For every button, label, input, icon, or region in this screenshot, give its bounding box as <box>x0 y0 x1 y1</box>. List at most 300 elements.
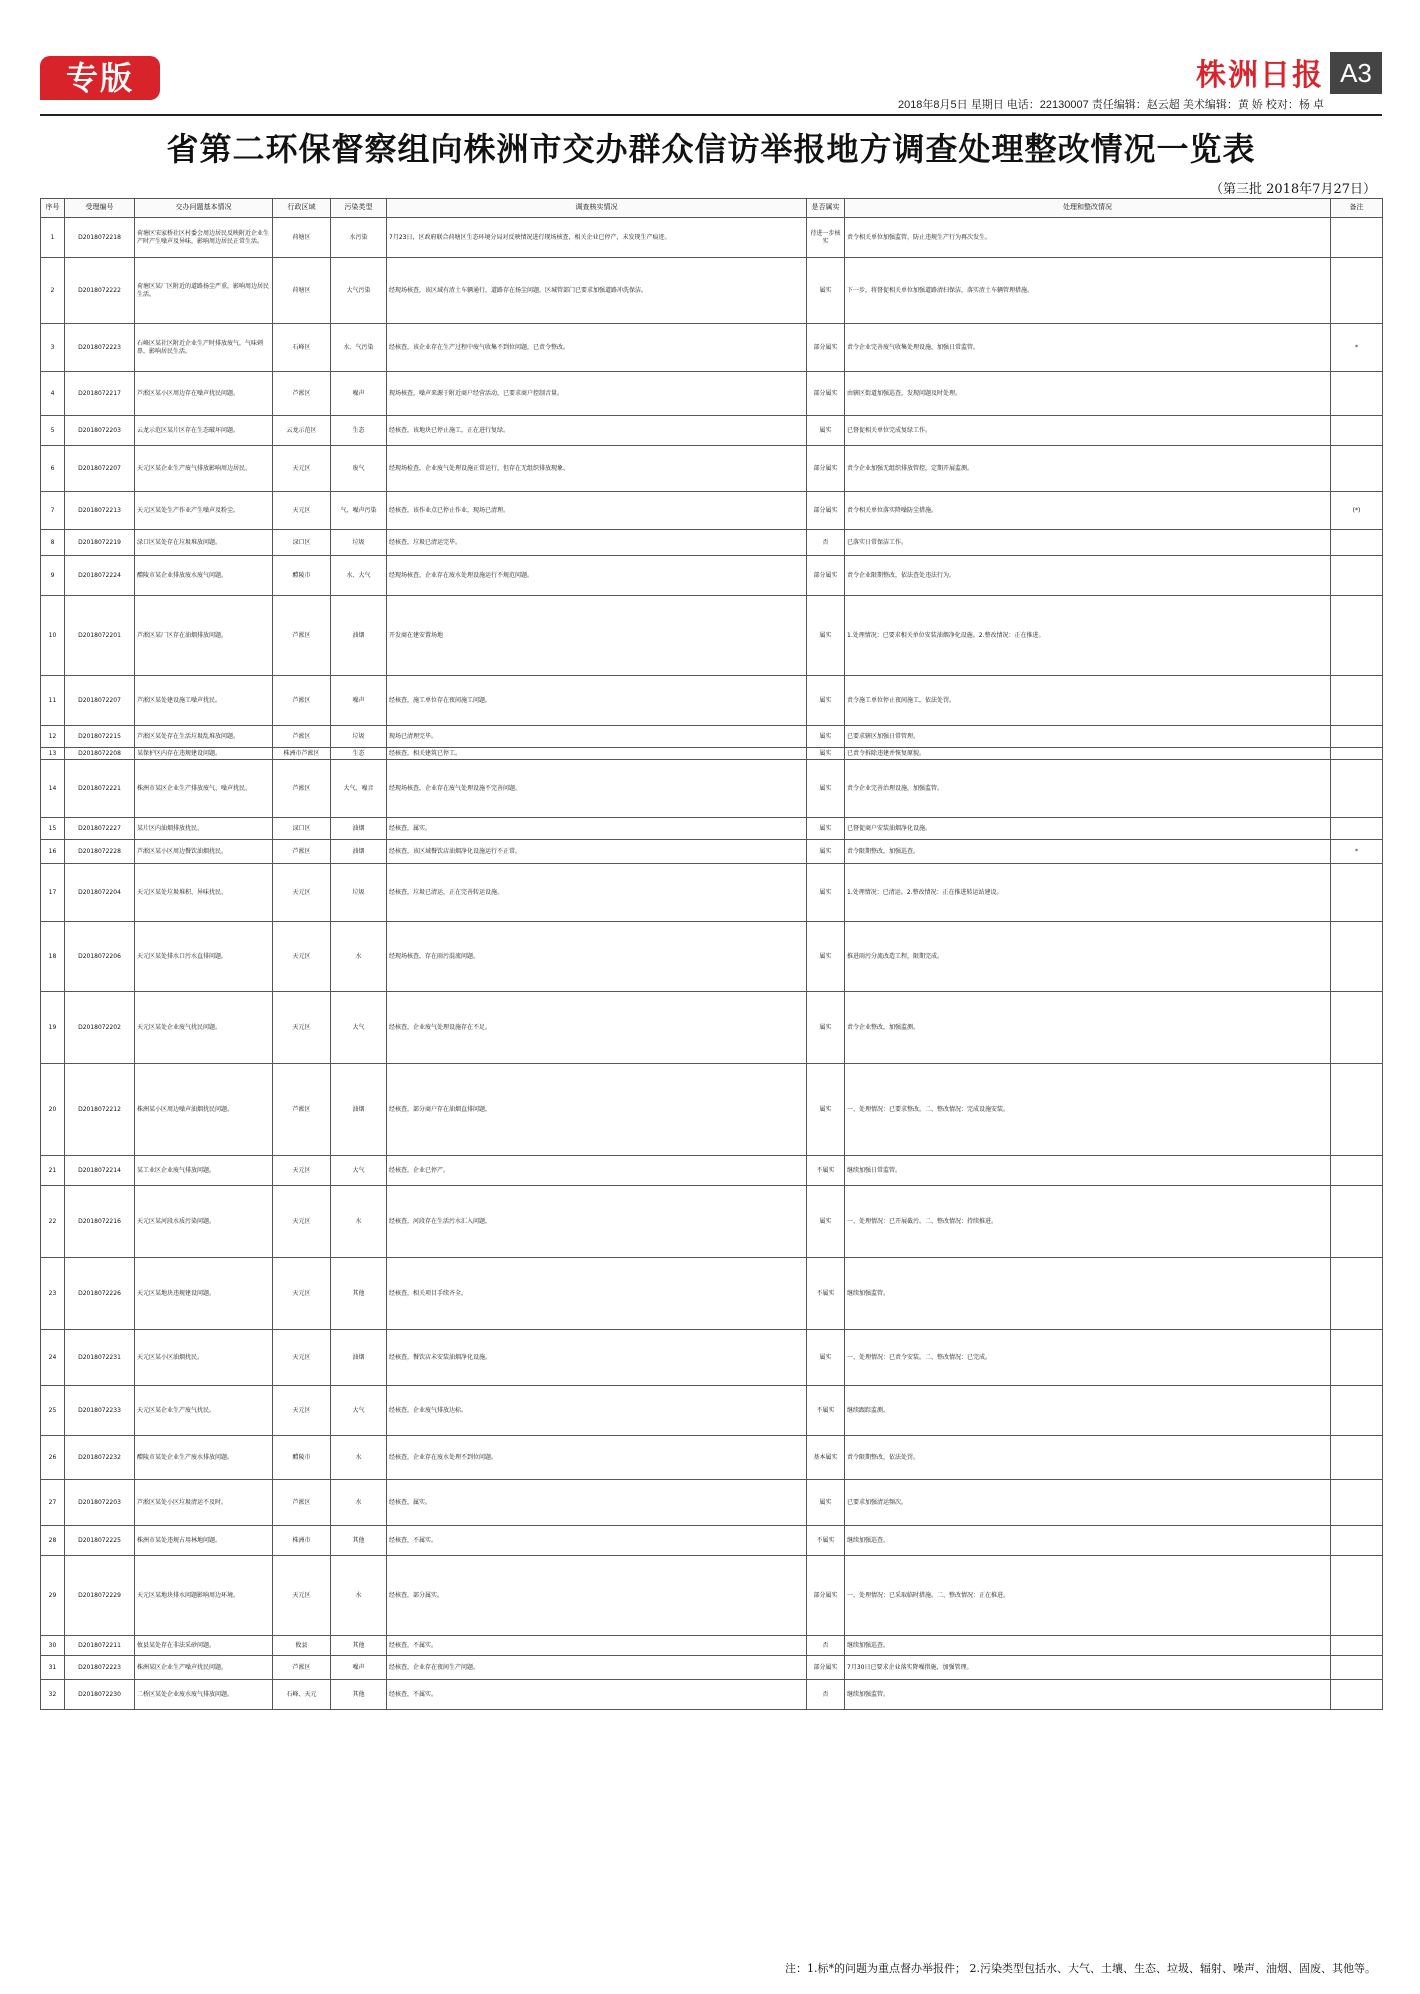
table-cell-no: 8 <box>41 530 65 556</box>
table-cell-issue: 渌口区某处存在垃圾堆放问题。 <box>135 530 273 556</box>
table-row <box>41 1526 1383 1556</box>
table-cell-issue: 醴陵市某企业排放废水废气问题。 <box>135 556 273 596</box>
table-cell-check: 经核查，部分属实。 <box>387 1556 807 1636</box>
table-row <box>41 258 1383 324</box>
table-cell-verdict: 不属实 <box>807 1258 845 1330</box>
table-cell-check: 经核查，不属实。 <box>387 1680 807 1710</box>
table-cell-id: D2018072232 <box>65 1436 135 1480</box>
table-cell-issue: 天元区某处企业废气扰民问题。 <box>135 992 273 1064</box>
table-cell-handle: 已要求加强清运频次。 <box>845 1480 1331 1526</box>
table-cell-no: 32 <box>41 1680 65 1710</box>
table-row <box>41 556 1383 596</box>
table-cell-remark <box>1331 1556 1383 1636</box>
table-cell-area: 株洲市 <box>273 1526 331 1556</box>
table-cell-no: 16 <box>41 840 65 864</box>
table-cell-id: D2018072201 <box>65 596 135 676</box>
table-row <box>41 1330 1383 1386</box>
table-cell-handle: 责令企业限期整改，依法查处违法行为。 <box>845 556 1331 596</box>
table-cell-remark <box>1331 1526 1383 1556</box>
table-cell-no: 25 <box>41 1386 65 1436</box>
table-cell-id: D2018072233 <box>65 1386 135 1436</box>
table-cell-issue: 二桥区某处企业废水废气排放问题。 <box>135 1680 273 1710</box>
table-cell-remark <box>1331 218 1383 258</box>
complaint-table <box>40 198 1383 1710</box>
table-cell-type: 油烟 <box>331 818 387 840</box>
table-cell-area: 芦淞区 <box>273 840 331 864</box>
table-row <box>41 1258 1383 1330</box>
table-cell-issue: 荷塘区宋家桥社区村委会周边居民反映附近企业生产时产生噪声及异味，影响周边居民正常生活。 <box>135 218 273 258</box>
table-cell-handle: 责令相关单位加强监管，防止违规生产行为再次发生。 <box>845 218 1331 258</box>
table-cell-type: 垃圾 <box>331 530 387 556</box>
table-cell-area: 渌口区 <box>273 530 331 556</box>
table-cell-type: 油烟 <box>331 596 387 676</box>
table-cell-handle: 一、处理情况：已责令安装。二、整改情况：已完成。 <box>845 1330 1331 1386</box>
table-cell-verdict: 属实 <box>807 840 845 864</box>
table-cell-check: 经核查，企业废气排放达标。 <box>387 1386 807 1436</box>
table-cell-verdict: 属实 <box>807 818 845 840</box>
table-row <box>41 372 1383 416</box>
col-header: 调查核实情况 <box>387 199 807 218</box>
table-row <box>41 1480 1383 1526</box>
table-cell-id: D2018072223 <box>65 324 135 372</box>
table-cell-no: 30 <box>41 1636 65 1656</box>
table-cell-verdict: 部分属实 <box>807 492 845 530</box>
table-cell-verdict: 属实 <box>807 864 845 922</box>
table-cell-verdict: 属实 <box>807 1330 845 1386</box>
table-cell-issue: 天元区某企业生产废气排放影响周边居民。 <box>135 446 273 492</box>
table-cell-remark: * <box>1331 324 1383 372</box>
table-cell-verdict: 属实 <box>807 676 845 726</box>
table-row <box>41 1186 1383 1258</box>
dateline: 2018年8月5日 星期日 电话：22130007 责任编辑：赵云超 美术编辑：黄 娇 校对：杨 卓 <box>897 99 1324 111</box>
table-cell-id: D2018072216 <box>65 1186 135 1258</box>
table-cell-remark <box>1331 1064 1383 1156</box>
table-cell-id: D2018072203 <box>65 1480 135 1526</box>
section-badge: 专版 <box>40 56 160 100</box>
table-cell-remark <box>1331 676 1383 726</box>
table-cell-check: 经核查，该作业点已停止作业，现场已清理。 <box>387 492 807 530</box>
table-row <box>41 726 1383 748</box>
table-cell-verdict: 属实 <box>807 1186 845 1258</box>
table-cell-verdict: 不属实 <box>807 1386 845 1436</box>
table-cell-issue: 某片区内油烟排放扰民。 <box>135 818 273 840</box>
table-cell-check: 经现场核查，该区域有渣土车辆通行，道路存在扬尘问题，区城管部门已要求加强道路冲洗保洁。 <box>387 258 807 324</box>
table-cell-verdict: 属实 <box>807 258 845 324</box>
table-cell-no: 20 <box>41 1064 65 1156</box>
table-cell-remark <box>1331 818 1383 840</box>
table-cell-area: 芦淞区 <box>273 372 331 416</box>
table-cell-check: 经核查，该企业存在生产过程中废气收集不到位问题，已责令整改。 <box>387 324 807 372</box>
table-cell-type: 水污染 <box>331 218 387 258</box>
table-cell-issue: 攸县某处存在非法采砂问题。 <box>135 1636 273 1656</box>
table-cell-handle: 继续加强监管。 <box>845 1680 1331 1710</box>
table-cell-remark <box>1331 530 1383 556</box>
table-cell-issue: 芦淞区某处小区垃圾清运不及时。 <box>135 1480 273 1526</box>
table-cell-area: 天元区 <box>273 1156 331 1186</box>
table-cell-type: 水 <box>331 1436 387 1480</box>
table-cell-no: 12 <box>41 726 65 748</box>
table-cell-no: 22 <box>41 1186 65 1258</box>
table-cell-verdict: 部分属实 <box>807 446 845 492</box>
table-cell-issue: 某保护区内存在违规建设问题。 <box>135 748 273 760</box>
table-cell-issue: 芦淞区某处存在生活垃圾乱堆放问题。 <box>135 726 273 748</box>
table-cell-area: 芦淞区 <box>273 1656 331 1680</box>
table-cell-id: D2018072221 <box>65 760 135 818</box>
masthead <box>40 50 1382 111</box>
table-cell-id: D2018072228 <box>65 840 135 864</box>
table-cell-type: 垃圾 <box>331 726 387 748</box>
table-cell-verdict: 部分属实 <box>807 1556 845 1636</box>
table-cell-type: 噪声 <box>331 372 387 416</box>
table-cell-id: D2018072215 <box>65 726 135 748</box>
table-cell-check: 经核查，垃圾已清运，正在完善转运设施。 <box>387 864 807 922</box>
table-cell-verdict: 属实 <box>807 726 845 748</box>
table-cell-no: 17 <box>41 864 65 922</box>
table-cell-no: 6 <box>41 446 65 492</box>
table-row <box>41 446 1383 492</box>
table-cell-issue: 天元区某地块违规建设问题。 <box>135 1258 273 1330</box>
table-cell-id: D2018072229 <box>65 1556 135 1636</box>
table-cell-issue: 株洲某小区周边噪声油烟扰民问题。 <box>135 1064 273 1156</box>
table-cell-verdict: 属实 <box>807 596 845 676</box>
table-cell-handle: 推进雨污分流改造工程，限期完成。 <box>845 922 1331 992</box>
table-cell-remark: * <box>1331 840 1383 864</box>
table-cell-no: 26 <box>41 1436 65 1480</box>
table-cell-handle: 一、处理情况：已采取临时措施。二、整改情况：正在推进。 <box>845 1556 1331 1636</box>
table-cell-remark <box>1331 760 1383 818</box>
table-container <box>40 198 1382 1942</box>
paper-logo: 株洲日报 <box>1196 58 1324 93</box>
table-cell-remark <box>1331 748 1383 760</box>
table-cell-area: 株洲市芦淞区 <box>273 748 331 760</box>
table-cell-area: 天元区 <box>273 1386 331 1436</box>
table-cell-remark <box>1331 372 1383 416</box>
table-cell-area: 芦淞区 <box>273 726 331 748</box>
table-cell-check: 经核查，该地块已停止施工，正在进行复绿。 <box>387 416 807 446</box>
table-cell-handle: 已落实日常保洁工作。 <box>845 530 1331 556</box>
table-row <box>41 840 1383 864</box>
table-cell-verdict: 不属实 <box>807 1156 845 1186</box>
table-cell-type: 垃圾 <box>331 864 387 922</box>
table-cell-area: 荷塘区 <box>273 218 331 258</box>
table-cell-no: 7 <box>41 492 65 530</box>
page-title: 省第二环保督察组向株洲市交办群众信访举报地方调查处理整改情况一览表 <box>166 130 1256 168</box>
table-row <box>41 1556 1383 1636</box>
table-cell-check: 经核查，垃圾已清运完毕。 <box>387 530 807 556</box>
table-cell-remark <box>1331 1680 1383 1710</box>
table-cell-issue: 天元区某处排水口污水直排问题。 <box>135 922 273 992</box>
table-cell-issue: 天元区某小区油烟扰民。 <box>135 1330 273 1386</box>
table-cell-remark <box>1331 1156 1383 1186</box>
table-cell-check: 经核查，相关项目手续齐全。 <box>387 1258 807 1330</box>
table-row <box>41 1064 1383 1156</box>
table-cell-id: D2018072217 <box>65 372 135 416</box>
table-row <box>41 324 1383 372</box>
table-cell-no: 11 <box>41 676 65 726</box>
table-cell-check: 经核查，部分商户存在油烟直排问题。 <box>387 1064 807 1156</box>
table-cell-check: 经现场核查，企业存在废气处理设施不完善问题。 <box>387 760 807 818</box>
table-cell-id: D2018072212 <box>65 1064 135 1156</box>
col-header: 行政区域 <box>273 199 331 218</box>
table-cell-verdict: 属实 <box>807 992 845 1064</box>
table-cell-handle: 由辖区街道加强巡查，发现问题及时处理。 <box>845 372 1331 416</box>
table-cell-type: 大气 <box>331 1386 387 1436</box>
table-cell-remark <box>1331 596 1383 676</box>
table-cell-type: 生态 <box>331 748 387 760</box>
table-cell-check: 经现场核查，存在雨污混流问题。 <box>387 922 807 992</box>
table-body <box>41 218 1383 1710</box>
table-cell-type: 大气 <box>331 1156 387 1186</box>
table-cell-verdict: 部分属实 <box>807 556 845 596</box>
table-cell-type: 大气、噪音 <box>331 760 387 818</box>
table-cell-check: 经现场检查，企业废气处理设施正常运行，但存在无组织排放现象。 <box>387 446 807 492</box>
col-header: 序号 <box>41 199 65 218</box>
table-cell-issue: 天元区某处垃圾堆积、异味扰民。 <box>135 864 273 922</box>
table-header-row <box>41 199 1383 218</box>
table-cell-remark: (*) <box>1331 492 1383 530</box>
table-row <box>41 416 1383 446</box>
table-cell-no: 3 <box>41 324 65 372</box>
table-cell-area: 石峰、天元 <box>273 1680 331 1710</box>
table-cell-area: 天元区 <box>273 1258 331 1330</box>
table-cell-remark <box>1331 726 1383 748</box>
table-cell-area: 芦淞区 <box>273 596 331 676</box>
table-cell-id: D2018072218 <box>65 218 135 258</box>
table-cell-type: 噪声 <box>331 676 387 726</box>
table-cell-issue: 云龙示范区某片区存在生态破坏问题。 <box>135 416 273 446</box>
table-cell-area: 醴陵市 <box>273 1436 331 1480</box>
table-cell-issue: 石峰区某社区附近企业生产时排放废气，气味刺鼻，影响居民生活。 <box>135 324 273 372</box>
table-cell-issue: 芦淞区某厂区存在油烟排放问题。 <box>135 596 273 676</box>
table-cell-no: 2 <box>41 258 65 324</box>
table-cell-remark <box>1331 1258 1383 1330</box>
table-cell-handle: 继续跟踪监测。 <box>845 1386 1331 1436</box>
table-cell-type: 油烟 <box>331 840 387 864</box>
table-cell-remark <box>1331 1386 1383 1436</box>
table-cell-no: 24 <box>41 1330 65 1386</box>
table-cell-issue: 天元区某地块排水问题影响周边环境。 <box>135 1556 273 1636</box>
table-cell-check: 经核查，属实。 <box>387 818 807 840</box>
col-header: 交办问题基本情况 <box>135 199 273 218</box>
header-rule <box>40 114 1382 116</box>
table-cell-no: 13 <box>41 748 65 760</box>
col-header: 处理和整改情况 <box>845 199 1331 218</box>
table-cell-type: 生态 <box>331 416 387 446</box>
table-cell-handle: 责令企业加强无组织排放管控，定期开展监测。 <box>845 446 1331 492</box>
table-cell-area: 渌口区 <box>273 818 331 840</box>
table-cell-check: 经核查，企业已停产。 <box>387 1156 807 1186</box>
table-cell-area: 石峰区 <box>273 324 331 372</box>
table-cell-check: 经核查，不属实。 <box>387 1636 807 1656</box>
table-cell-no: 31 <box>41 1656 65 1680</box>
table-cell-handle: 下一步，将督促相关单位加强道路清扫保洁，落实渣土车辆管理措施。 <box>845 258 1331 324</box>
table-cell-handle: 责令限期整改，加强巡查。 <box>845 840 1331 864</box>
table-cell-verdict: 否 <box>807 1636 845 1656</box>
table-cell-no: 23 <box>41 1258 65 1330</box>
table-cell-no: 27 <box>41 1480 65 1526</box>
table-cell-id: D2018072226 <box>65 1258 135 1330</box>
table-cell-handle: 一、处理情况：已要求整改。二、整改情况：完成设施安装。 <box>845 1064 1331 1156</box>
table-cell-handle: 7月30日已要求企业落实降噪措施，加强管理。 <box>845 1656 1331 1680</box>
table-cell-issue: 芦淞区某处建设施工噪声扰民。 <box>135 676 273 726</box>
table-cell-no: 5 <box>41 416 65 446</box>
table-cell-handle: 已责令拆除违建并恢复原貌。 <box>845 748 1331 760</box>
table-cell-area: 天元区 <box>273 1330 331 1386</box>
table-cell-no: 29 <box>41 1556 65 1636</box>
col-header: 备注 <box>1331 199 1383 218</box>
table-cell-check: 经核查，餐饮店未安装油烟净化设施。 <box>387 1330 807 1386</box>
table-cell-id: D2018072211 <box>65 1636 135 1656</box>
table-cell-area: 芦淞区 <box>273 1480 331 1526</box>
table-cell-verdict: 属实 <box>807 1480 845 1526</box>
table-cell-check: 经核查，相关建筑已停工。 <box>387 748 807 760</box>
table-cell-no: 18 <box>41 922 65 992</box>
table-cell-no: 10 <box>41 596 65 676</box>
table-cell-handle: 1.处理情况：已清运。2.整改情况：正在推进转运站建设。 <box>845 864 1331 922</box>
table-cell-check: 经核查，施工单位存在夜间施工问题。 <box>387 676 807 726</box>
table-cell-verdict: 不属实 <box>807 1526 845 1556</box>
table-row <box>41 596 1383 676</box>
table-cell-check: 开发商在建安置场地 <box>387 596 807 676</box>
table-row <box>41 1386 1383 1436</box>
table-cell-check: 经核查，企业存在废水处理不到位问题。 <box>387 1436 807 1480</box>
table-cell-type: 其他 <box>331 1258 387 1330</box>
table-cell-area: 天元区 <box>273 1186 331 1258</box>
table-cell-handle: 一、处理情况：已开展截污。二、整改情况：持续推进。 <box>845 1186 1331 1258</box>
table-cell-id: D2018072214 <box>65 1156 135 1186</box>
table-cell-remark <box>1331 1656 1383 1680</box>
footnote: 注：1.标*的问题为重点督办举报件； 2.污染类型包括水、大气、土壤、生态、垃圾、辐射、噪声、油烟、固废、其他等。 <box>785 1962 1376 1975</box>
table-cell-type: 水、大气 <box>331 556 387 596</box>
table-row <box>41 1680 1383 1710</box>
table-cell-handle: 1.处理情况：已要求相关单位安装油烟净化设施。2.整改情况：正在推进。 <box>845 596 1331 676</box>
table-cell-area: 天元区 <box>273 446 331 492</box>
table-cell-check: 现场核查，噪声来源于附近商户经营活动，已要求商户控制音量。 <box>387 372 807 416</box>
table-cell-verdict: 属实 <box>807 922 845 992</box>
table-cell-issue: 某工业区企业废气排放问题。 <box>135 1156 273 1186</box>
table-cell-id: D2018072223 <box>65 1656 135 1680</box>
table-row <box>41 218 1383 258</box>
table-cell-type: 油烟 <box>331 1330 387 1386</box>
page-number: A3 <box>1330 52 1382 94</box>
col-header: 是否属实 <box>807 199 845 218</box>
table-cell-check: 7月23日，区政府联合荷塘区生态环境分局对反映情况进行现场核查，相关企业已停产，未发现生产痕迹。 <box>387 218 807 258</box>
table-cell-type: 大气 <box>331 992 387 1064</box>
table-cell-handle: 继续加强巡查。 <box>845 1526 1331 1556</box>
table-cell-issue: 天元区某河段水质污染问题。 <box>135 1186 273 1258</box>
table-row <box>41 864 1383 922</box>
table-cell-issue: 荷塘区某厂区附近的道路扬尘严重，影响周边居民生活。 <box>135 258 273 324</box>
table-cell-check: 经核查，不属实。 <box>387 1526 807 1556</box>
table-cell-id: D2018072208 <box>65 748 135 760</box>
table-cell-verdict: 属实 <box>807 1064 845 1156</box>
table-cell-id: D2018072203 <box>65 416 135 446</box>
table-cell-check: 经核查，企业废气处理设施存在不足。 <box>387 992 807 1064</box>
table-cell-no: 1 <box>41 218 65 258</box>
table-row <box>41 1636 1383 1656</box>
table-cell-verdict: 否 <box>807 1680 845 1710</box>
table-cell-type: 其他 <box>331 1636 387 1656</box>
table-cell-issue: 芦淞区某小区周边餐饮油烟扰民。 <box>135 840 273 864</box>
table-cell-area: 芦淞区 <box>273 1064 331 1156</box>
table-cell-no: 9 <box>41 556 65 596</box>
table-cell-verdict: 属实 <box>807 416 845 446</box>
table-cell-remark <box>1331 1436 1383 1480</box>
table-cell-area: 芦淞区 <box>273 676 331 726</box>
table-cell-verdict: 属实 <box>807 748 845 760</box>
table-cell-id: D2018072204 <box>65 864 135 922</box>
table-cell-area: 荷塘区 <box>273 258 331 324</box>
table-cell-area: 云龙示范区 <box>273 416 331 446</box>
table-cell-issue: 株洲某区企业生产噪声扰民问题。 <box>135 1656 273 1680</box>
table-cell-handle: 继续加强巡查。 <box>845 1636 1331 1656</box>
table-cell-check: 经核查，河段存在生活污水汇入问题。 <box>387 1186 807 1258</box>
table-cell-verdict: 部分属实 <box>807 324 845 372</box>
table-cell-no: 21 <box>41 1156 65 1186</box>
table-cell-id: D2018072202 <box>65 992 135 1064</box>
table-row <box>41 922 1383 992</box>
table-cell-type: 水、气污染 <box>331 324 387 372</box>
table-cell-remark <box>1331 1330 1383 1386</box>
table-cell-check: 经核查，该区域餐饮店油烟净化设施运行不正常。 <box>387 840 807 864</box>
table-cell-verdict: 基本属实 <box>807 1436 845 1480</box>
table-cell-remark <box>1331 258 1383 324</box>
table-cell-handle: 责令企业整改，加强监测。 <box>845 992 1331 1064</box>
table-cell-id: D2018072219 <box>65 530 135 556</box>
table-cell-type: 水 <box>331 1186 387 1258</box>
table-cell-remark <box>1331 922 1383 992</box>
table-cell-check: 现场已清理完毕。 <box>387 726 807 748</box>
table-cell-id: D2018072207 <box>65 446 135 492</box>
table-cell-id: D2018072225 <box>65 1526 135 1556</box>
table-cell-id: D2018072227 <box>65 818 135 840</box>
table-cell-no: 28 <box>41 1526 65 1556</box>
col-header: 受理编号 <box>65 199 135 218</box>
table-cell-remark <box>1331 416 1383 446</box>
table-cell-type: 水 <box>331 1480 387 1526</box>
table-cell-handle: 责令企业完善废气收集处理设施，加强日常监管。 <box>845 324 1331 372</box>
table-cell-handle: 责令限期整改，依法处罚。 <box>845 1436 1331 1480</box>
table-cell-remark <box>1331 864 1383 922</box>
table-cell-remark <box>1331 1480 1383 1526</box>
table-cell-id: D2018072213 <box>65 492 135 530</box>
table-cell-area: 天元区 <box>273 992 331 1064</box>
table-cell-verdict: 部分属实 <box>807 372 845 416</box>
table-cell-verdict: 否 <box>807 530 845 556</box>
table-cell-type: 水 <box>331 922 387 992</box>
table-cell-area: 天元区 <box>273 922 331 992</box>
table-cell-no: 4 <box>41 372 65 416</box>
table-cell-handle: 继续加强监管。 <box>845 1258 1331 1330</box>
table-cell-type: 气、噪声污染 <box>331 492 387 530</box>
table-cell-id: D2018072207 <box>65 676 135 726</box>
table-cell-id: D2018072206 <box>65 922 135 992</box>
table-cell-id: D2018072230 <box>65 1680 135 1710</box>
col-header: 污染类型 <box>331 199 387 218</box>
table-cell-issue: 株洲市某处违规占用林地问题。 <box>135 1526 273 1556</box>
table-cell-handle: 已督促相关单位完成复绿工作。 <box>845 416 1331 446</box>
table-cell-issue: 株洲市某区企业生产排放废气、噪声扰民。 <box>135 760 273 818</box>
table-cell-handle: 责令企业完善治理设施，加强监管。 <box>845 760 1331 818</box>
table-cell-no: 19 <box>41 992 65 1064</box>
table-row <box>41 760 1383 818</box>
table-cell-remark <box>1331 556 1383 596</box>
table-row <box>41 1656 1383 1680</box>
table-cell-id: D2018072222 <box>65 258 135 324</box>
table-cell-type: 其他 <box>331 1680 387 1710</box>
table-cell-verdict: 部分属实 <box>807 1656 845 1680</box>
table-cell-check: 经现场核查，企业存在废水处理设施运行不规范问题。 <box>387 556 807 596</box>
